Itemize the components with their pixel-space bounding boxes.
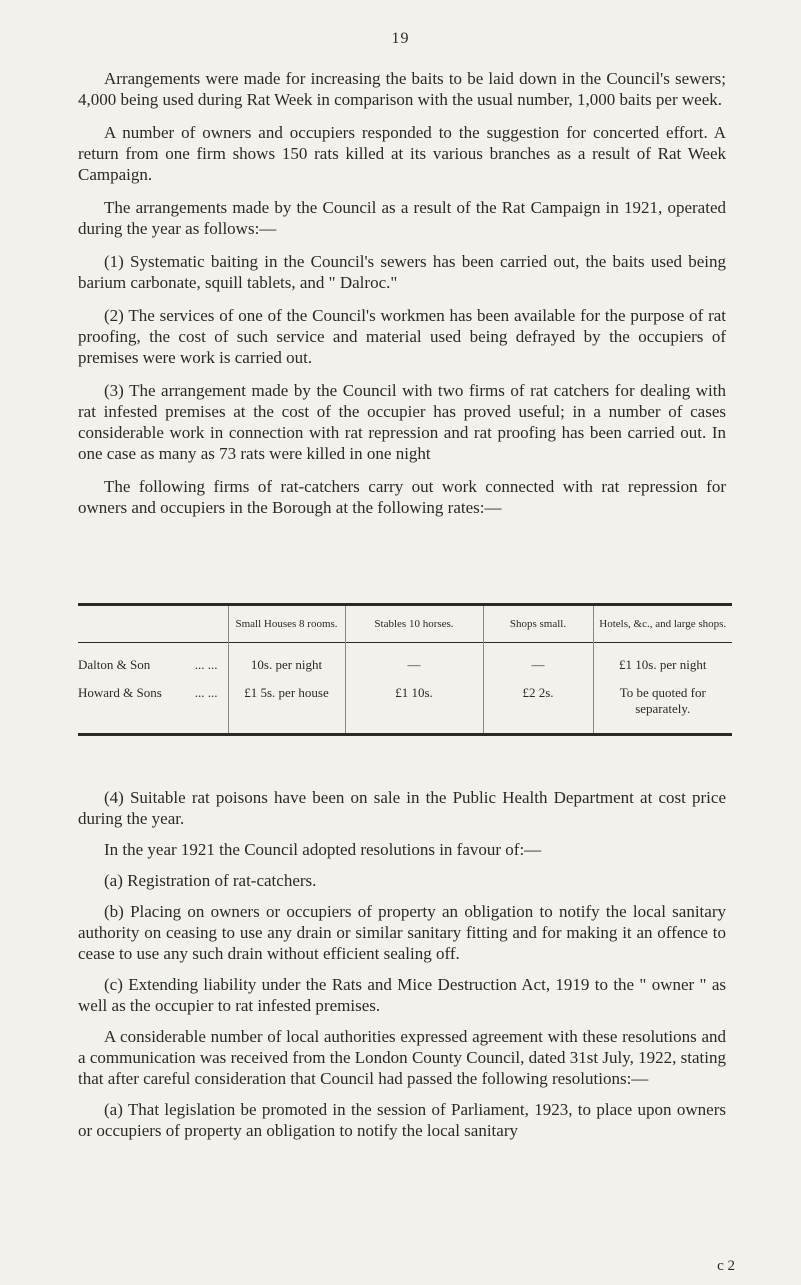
table-header-cell: Shops small. [483,605,593,643]
paragraph: (b) Placing on owners or occupiers of property an obligation to notify the local sanitary authority on ceasing to use any drain or similar sanitary fitting and for making it an offence to cease to use any such drain without efficient sealing off. [78,902,726,963]
table-header-cell [78,605,228,643]
upper-body-text [78,68,726,530]
paragraph: The following firms of rat-catchers carry out work connected with rat repression for owners and occupiers in the Borough at the following rates:— [78,477,726,517]
table-cell: — [483,643,593,680]
paragraph: In the year 1921 the Council adopted resolutions in favour of:— [104,840,542,859]
table-header-row [78,605,732,643]
table-row [78,643,732,680]
paragraph: The arrangements made by the Council as a result of the Rat Campaign in 1921, operated during the year as follows:— [78,198,726,238]
table-cell: To be quoted for separately. [593,679,732,735]
paragraph: (2) The services of one of the Council's workmen has been available for the purpose of rat proofing, the cost of such service and material used being defrayed by the occupiers of premises were work is carried out. [78,306,726,367]
paragraph: Arrangements were made for increasing the baits to be laid down in the Council's sewers; 4,000 being used during Rat Week in comparison with the usual number, 1,000 baits per week. [78,69,726,109]
rates-table [78,603,732,736]
table-header-cell: Small Houses 8 rooms. [228,605,345,643]
signature-mark: c 2 [717,1258,735,1274]
table-header-cell: Hotels, &c., and large shops. [593,605,732,643]
paragraph: (4) Suitable rat poisons have been on sale in the Public Health Department at cost price during the year. [78,788,726,828]
table-cell: £1 5s. per house [228,679,345,735]
firm-name-cell [78,643,228,680]
table-cell: 10s. per night [228,643,345,680]
paragraph: (3) The arrangement made by the Council with two firms of rat catchers for dealing with rat infested premises at the cost of the occupier has proved useful; in a number of cases considerable work in connection with rat repression and rat proofing has been carried out. In one case as many as 73 rats were killed in one night [78,381,726,463]
firm-name-cell [78,679,228,735]
firm-name: Howard & Sons [78,685,162,700]
table-row [78,679,732,735]
paragraph: (1) Systematic baiting in the Council's sewers has been carried out, the baits used being barium carbonate, squill tablets, and " Dalroc." [78,252,726,292]
paragraph: A number of owners and occupiers responded to the suggestion for concerted effort. A return from one firm shows 150 rats killed at its various branches as a result of Rat Week Campaign. [78,123,726,184]
table-cell: £2 2s. [483,679,593,735]
leader-dots: ... ... [194,685,218,700]
table-cell: £1 10s. per night [593,643,732,680]
paragraph: (a) That legislation be promoted in the session of Parliament, 1923, to place upon owners or occupiers of property an obligation to notify the local sanitary [78,1100,726,1140]
paragraph: (a) Registration of rat-catchers. [104,871,317,890]
lower-body-text [78,787,726,1151]
table-cell: £1 10s. [345,679,483,735]
table-header-cell: Stables 10 horses. [345,605,483,643]
firm-name: Dalton & Son [78,657,151,672]
paragraph: (c) Extending liability under the Rats and Mice Destruction Act, 1919 to the " owner " as well as the occupier to rat infested premises. [78,975,726,1015]
table-cell: — [345,643,483,680]
leader-dots: ... ... [194,657,218,672]
paragraph: A considerable number of local authorities expressed agreement with these resolutions and a communication was received from the London County Council, dated 31st July, 1922, stating that after careful consideration that Council had passed the following resolutions:— [78,1027,726,1088]
page-number: 19 [391,30,410,47]
